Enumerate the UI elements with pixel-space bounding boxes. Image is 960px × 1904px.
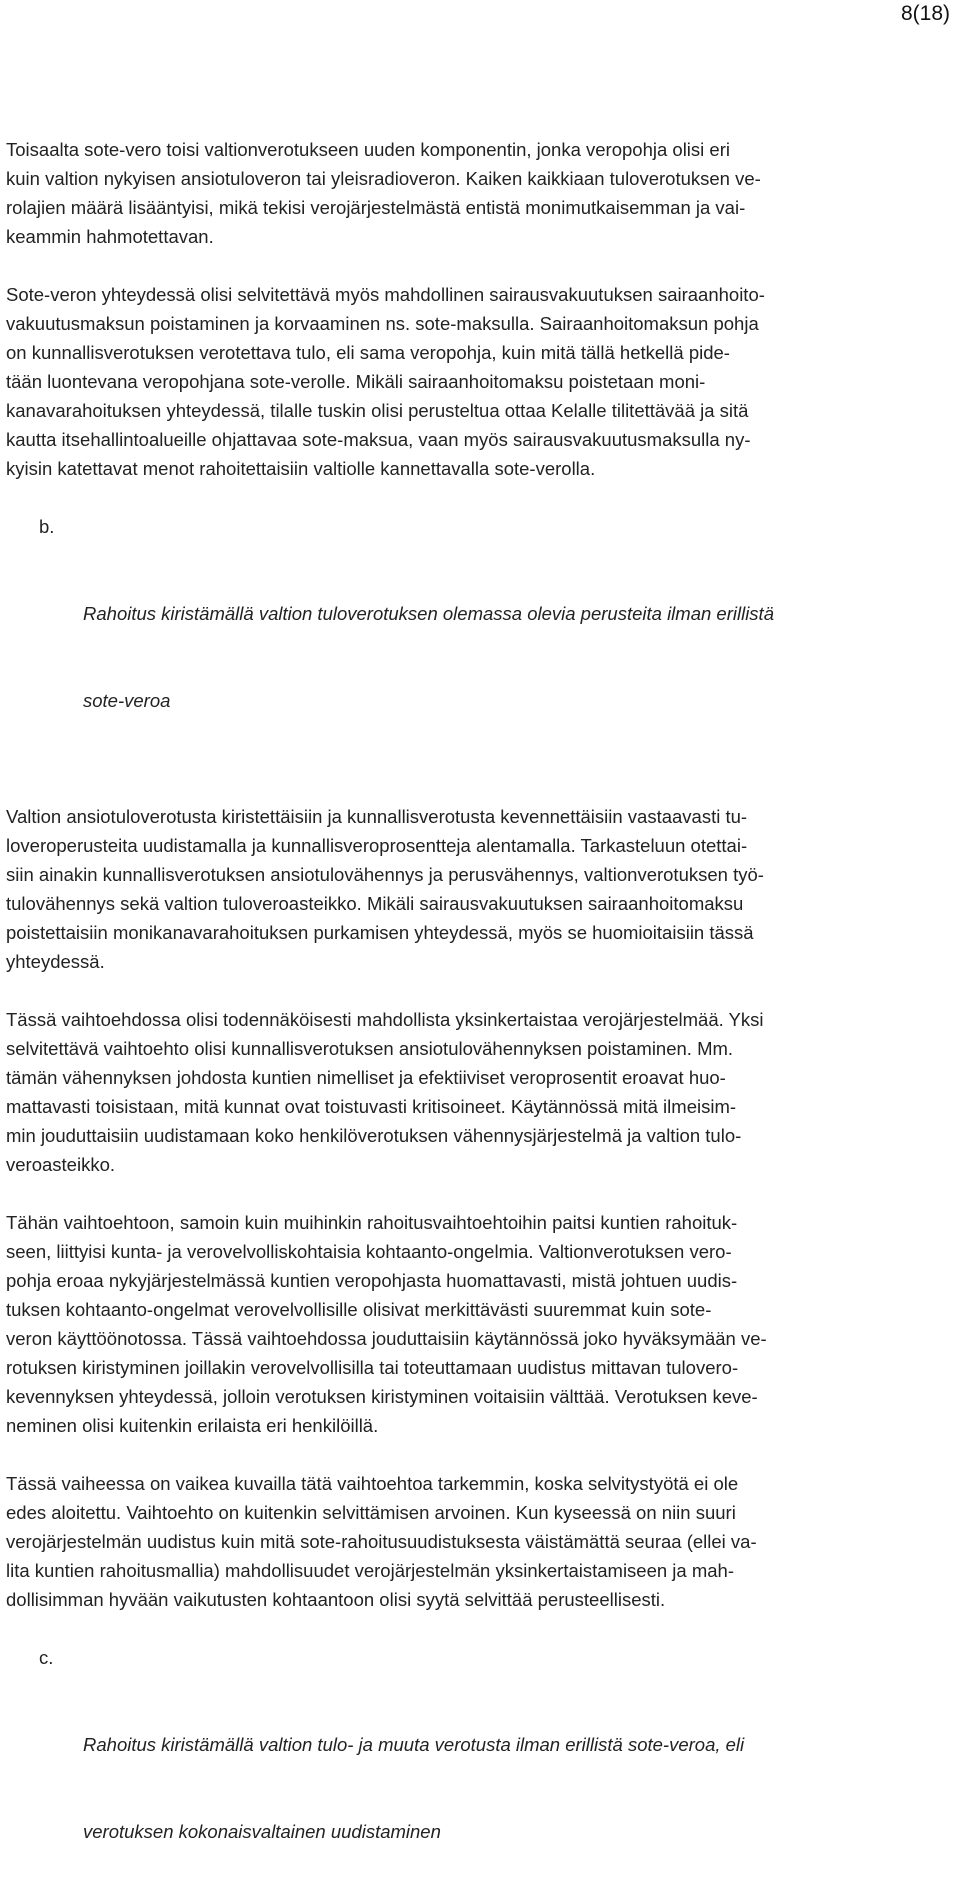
heading-line: Rahoitus kiristämällä valtion tulo- ja muuta verotusta ilman erillistä sote-veroa, eli — [83, 1734, 745, 1755]
section-intro — [0, 135, 960, 483]
text-line: pohja eroaa nykyjärjestelmässä kuntien veropohjasta huomattavasti, mistä johtuen uudis- — [6, 1270, 738, 1291]
heading-line: sote-veroa — [83, 690, 171, 711]
text-line: vakuutusmaksun poistaminen ja korvaaminen ns. sote-maksulla. Sairaanhoitomaksun pohja — [6, 313, 759, 334]
heading-marker: b. — [39, 516, 55, 537]
text-line: lita kuntien rahoitusmallia) mahdollisuudet verojärjestelmän yksinkertaistamiseen ja mah- — [6, 1560, 734, 1581]
section-heading-c — [0, 1643, 960, 1904]
paragraph — [0, 1208, 960, 1440]
text-line: loveroperusteita uudistamalla ja kunnallisveroprosentteja alentamalla. Tarkasteluun otettai- — [6, 835, 748, 856]
text-line: kevennyksen yhteydessä, jolloin verotuksen kiristyminen voitaisiin välttää. Verotuksen keve- — [6, 1386, 758, 1407]
text-line: kanavarahoituksen yhteydessä, tilalle tuskin olisi perusteltua ottaa Kelalle tilitettävää ja sitä — [6, 400, 749, 421]
paragraph — [0, 802, 960, 976]
text-line: Tässä vaihtoehdossa olisi todennäköisesti mahdollista yksinkertaistaa verojärjestelmää. Yksi — [6, 1009, 764, 1030]
paragraph — [0, 1469, 960, 1614]
text-line: kyisin katettavat menot rahoitettaisiin valtiolle kannettavalla sote-verolla. — [6, 458, 596, 479]
section-heading-b — [0, 512, 960, 773]
text-line: tään luontevana veropohjana sote-verolle. Mikäli sairaanhoitomaksu poistetaan moni- — [6, 371, 706, 392]
text-line: keammin hahmotettavan. — [6, 226, 214, 247]
text-line: mattavasti toisistaan, mitä kunnat ovat toistuvasti kritisoineet. Käytännössä mitä ilmeisim- — [6, 1096, 737, 1117]
heading-line: Rahoitus kiristämällä valtion tuloverotuksen olemassa olevia perusteita ilman erillistä — [83, 603, 774, 624]
text-line: dollisimman hyvään vaikutusten kohtaantoon olisi syytä selvittää perusteellisesti. — [6, 1589, 666, 1610]
text-line: rolajien määrä lisääntyisi, mikä tekisi verojärjestelmästä entistä monimutkaisemman ja vai- — [6, 197, 746, 218]
text-line: tulovähennys sekä valtion tuloveroasteikko. Mikäli sairausvakuutuksen sairaanhoitomaksu — [6, 893, 744, 914]
text-line: siin ainakin kunnallisverotuksen ansiotulovähennys ja perusvähennys, valtionverotuksen työ- — [6, 864, 764, 885]
paragraph — [0, 280, 960, 483]
text-line: verojärjestelmän uudistus kuin mitä sote-rahoitusuudistuksesta väistämättä seuraa (ellei va- — [6, 1531, 757, 1552]
text-line: Toisaalta sote-vero toisi valtionverotukseen uuden komponentin, jonka veropohja olisi eri — [6, 139, 730, 160]
text-line: veron käyttöönotossa. Tässä vaihtoehdossa jouduttaisiin käytännössä joko hyväksymään ve- — [6, 1328, 767, 1349]
text-line: seen, liittyisi kunta- ja verovelvolliskohtaisia kohtaanto-ongelmia. Valtionverotuksen vero- — [6, 1241, 732, 1262]
text-line: selvitettävä vaihtoehto olisi kunnallisverotuksen ansiotulovähennyksen poistaminen. Mm. — [6, 1038, 734, 1059]
text-line: poistettaisiin monikanavarahoituksen purkamisen yhteydessä, myös se huomioitaisiin tässä — [6, 922, 754, 943]
section-b-body — [0, 802, 960, 1614]
text-line: min jouduttaisiin uudistamaan koko henkilöverotuksen vähennysjärjestelmä ja valtion tulo- — [6, 1125, 742, 1146]
text-line: on kunnallisverotuksen verotettava tulo, eli sama veropohja, kuin mitä tällä hetkellä pide- — [6, 342, 730, 363]
document-body — [0, 135, 960, 1904]
text-line: kautta itsehallintoalueille ohjattavaa sote-maksua, vaan myös sairausvakuutusmaksulla ny- — [6, 429, 751, 450]
text-line: neminen olisi kuitenkin erilaista eri henkilöillä. — [6, 1415, 379, 1436]
text-line: rotuksen kiristyminen joillakin verovelvollisilla tai toteuttamaan uudistus mittavan tulovero- — [6, 1357, 739, 1378]
paragraph — [0, 1005, 960, 1179]
text-line: kuin valtion nykyisen ansiotuloveron tai yleisradioveron. Kaiken kaikkiaan tuloverotuksen ve- — [6, 168, 761, 189]
text-line: Tässä vaiheessa on vaikea kuvailla tätä vaihtoehtoa tarkemmin, koska selvitystyötä ei ole — [6, 1473, 739, 1494]
heading-line: verotuksen kokonaisvaltainen uudistaminen — [83, 1821, 441, 1842]
text-line: edes aloitettu. Vaihtoehto on kuitenkin selvittämisen arvoinen. Kun kyseessä on niin suuri — [6, 1502, 736, 1523]
text-line: yhteydessä. — [6, 951, 105, 972]
text-line: Sote-veron yhteydessä olisi selvitettävä myös mahdollinen sairausvakuutuksen sairaanhoito- — [6, 284, 765, 305]
text-line: Valtion ansiotuloverotusta kiristettäisiin ja kunnallisverotusta kevennettäisiin vastaavasti tu- — [6, 806, 748, 827]
text-line: veroasteikko. — [6, 1154, 115, 1175]
paragraph — [0, 135, 960, 251]
text-line: tämän vähennyksen johdosta kuntien nimelliset ja efektiiviset veroprosentit eroavat huo- — [6, 1067, 726, 1088]
text-line: Tähän vaihtoehtoon, samoin kuin muihinkin rahoitusvaihtoehtoihin paitsi kuntien rahoituk- — [6, 1212, 738, 1233]
text-line: tuksen kohtaanto-ongelmat verovelvollisille olisivat merkittävästi suuremmat kuin sote- — [6, 1299, 712, 1320]
heading-marker: c. — [39, 1647, 54, 1668]
page-number: 8(18) — [900, 2, 950, 25]
